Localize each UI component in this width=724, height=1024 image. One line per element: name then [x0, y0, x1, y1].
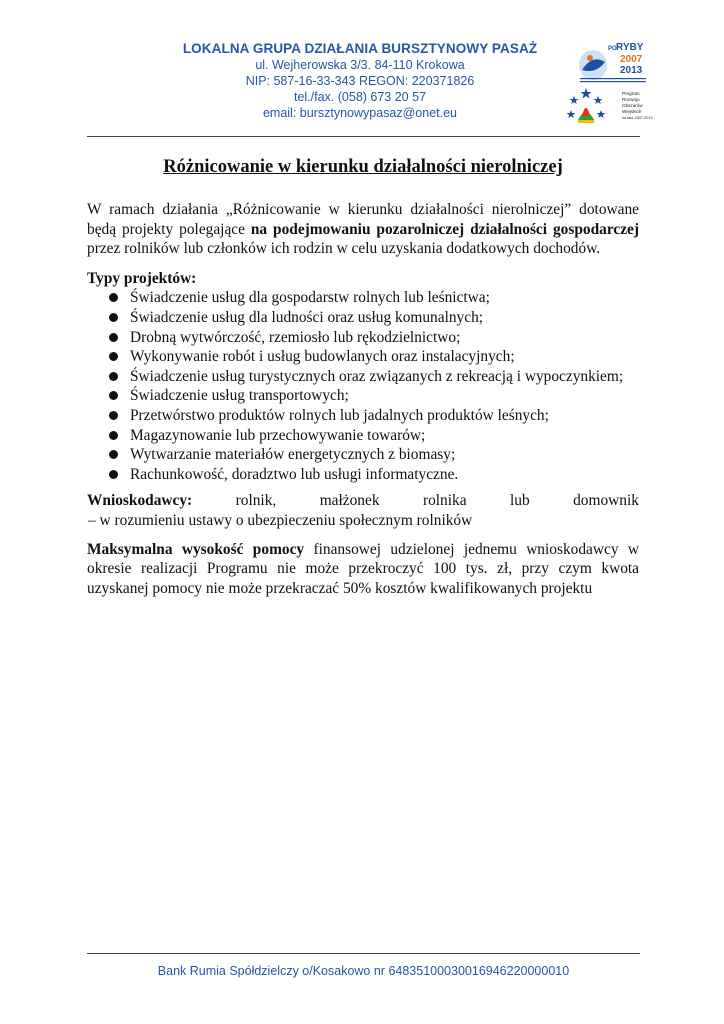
program-logo-line-2: Rozwoju — [622, 97, 640, 102]
bullet-icon — [109, 352, 118, 361]
list-item-text: Świadczenie usług dla ludności oraz usług komunalnych; — [130, 308, 484, 326]
organization-address: ul. Wejherowska 3/3. 84-110 Krokowa — [255, 58, 465, 72]
list-item — [87, 328, 639, 348]
bullet-icon — [109, 372, 118, 381]
list-item — [87, 465, 639, 485]
applicants-label: Wnioskodawcy: — [87, 492, 193, 510]
ryby-logo-po: PO — [608, 46, 617, 52]
program-logo-line-5: na lata 2007-2013 — [622, 116, 653, 120]
list-item-text: Rachunkowość, doradztwo lub usługi informatyczne. — [130, 465, 459, 483]
list-item-text: Wykonywanie robót i usług budowlanych oraz instalacyjnych; — [130, 348, 515, 366]
bullet-icon — [109, 450, 118, 459]
list-item-text: Świadczenie usług dla gospodarstw rolnych lub leśnictwa; — [130, 289, 490, 307]
list-item — [87, 308, 639, 328]
bullet-icon — [109, 293, 118, 302]
list-item-text: Magazynowanie lub przechowywanie towarów; — [130, 426, 426, 444]
project-types-heading: Typy projektów: — [87, 269, 197, 287]
bullet-icon — [109, 470, 118, 479]
ryby-logo-year-end: 2013 — [620, 65, 643, 76]
intro-text-bold: na podejmowaniu pozarolniczej działalności gospodarczej — [250, 220, 640, 238]
list-item-text: Drobną wytwórczość, rzemiosło lub rękodzielnictwo; — [130, 328, 461, 346]
project-types-list — [87, 288, 639, 484]
bullet-icon — [109, 431, 118, 440]
list-item — [87, 426, 639, 446]
bullet-icon — [109, 391, 118, 400]
program-logo-line-3: Obszarów — [622, 103, 643, 108]
applicants-word: małżonek — [319, 492, 380, 510]
list-item — [87, 386, 639, 406]
organization-header — [150, 41, 570, 121]
list-item-text: Świadczenie usług turystycznych oraz związanych z rekreacją i wypoczynkiem; — [130, 367, 624, 385]
organization-email: email: bursztynowypasaz@onet.eu — [262, 106, 458, 120]
bullet-icon — [109, 313, 118, 322]
max-aid-label: Maksymalna wysokość pomocy — [87, 540, 305, 558]
organization-phone: tel./fax. (058) 673 20 57 — [293, 90, 427, 104]
list-item — [87, 367, 639, 387]
po-ryby-logo — [578, 40, 648, 84]
program-logo-line-1: Program — [622, 91, 640, 96]
list-item — [87, 445, 639, 465]
applicants-section — [87, 491, 639, 530]
ryby-logo-word: RYBY — [616, 42, 644, 53]
prow-program-logo — [566, 86, 666, 128]
intro-paragraph — [87, 200, 639, 259]
list-item-text: Przetwórstwo produktów rolnych lub jadalnych produktów leśnych; — [130, 406, 549, 424]
list-item-text: Wytwarzanie materiałów energetycznych z biomasy; — [130, 446, 456, 464]
intro-text-start: W ramach działania „Różnicowanie w kierunku działalności nierolniczej” dotowane będą projekty polegające — [87, 201, 639, 238]
document-title: Różnicowanie w kierunku działalności nierolniczej — [163, 157, 563, 177]
applicants-definition: – w rozumieniu ustawy o ubezpieczeniu społecznym rolników — [88, 511, 473, 529]
list-item — [87, 347, 639, 367]
header-divider — [87, 136, 640, 137]
max-aid-text: finansowej udzielonej jednemu wnioskodawcy w okresie realizacji Programu nie może przekroczyć 100 tys. zł, przy czym kwota uzyskanej pomocy nie może przekraczać 50% kosztów kwalifikowanych projektu — [87, 540, 639, 597]
intro-text-end: przez rolników lub członków ich rodzin w celu uzyskania dodatkowych dochodów. — [87, 240, 601, 258]
max-aid-paragraph — [87, 540, 639, 599]
applicants-word: lub — [510, 492, 530, 510]
ryby-logo-year-start: 2007 — [620, 54, 643, 65]
applicants-word: rolnika — [422, 492, 467, 510]
list-item — [87, 406, 639, 426]
bullet-icon — [109, 411, 118, 420]
list-item — [87, 288, 639, 308]
bullet-icon — [109, 333, 118, 342]
bank-account-footer: Bank Rumia Spółdzielczy o/Kosakowo nr 64835100030016946220000010 — [157, 964, 570, 978]
organization-name: LOKALNA GRUPA DZIAŁANIA BURSZTYNOWY PASAŻ — [182, 41, 538, 56]
footer-divider — [87, 953, 640, 954]
program-logo-line-4: Wiejskich — [622, 109, 642, 114]
applicants-word: rolnik, — [235, 492, 277, 510]
applicants-word: domownik — [573, 492, 639, 510]
organization-ids: NIP: 587-16-33-343 REGON: 220371826 — [245, 74, 475, 88]
applicants-line — [87, 491, 639, 511]
document-body — [87, 155, 639, 598]
list-item-text: Świadczenie usług transportowych; — [130, 387, 349, 405]
